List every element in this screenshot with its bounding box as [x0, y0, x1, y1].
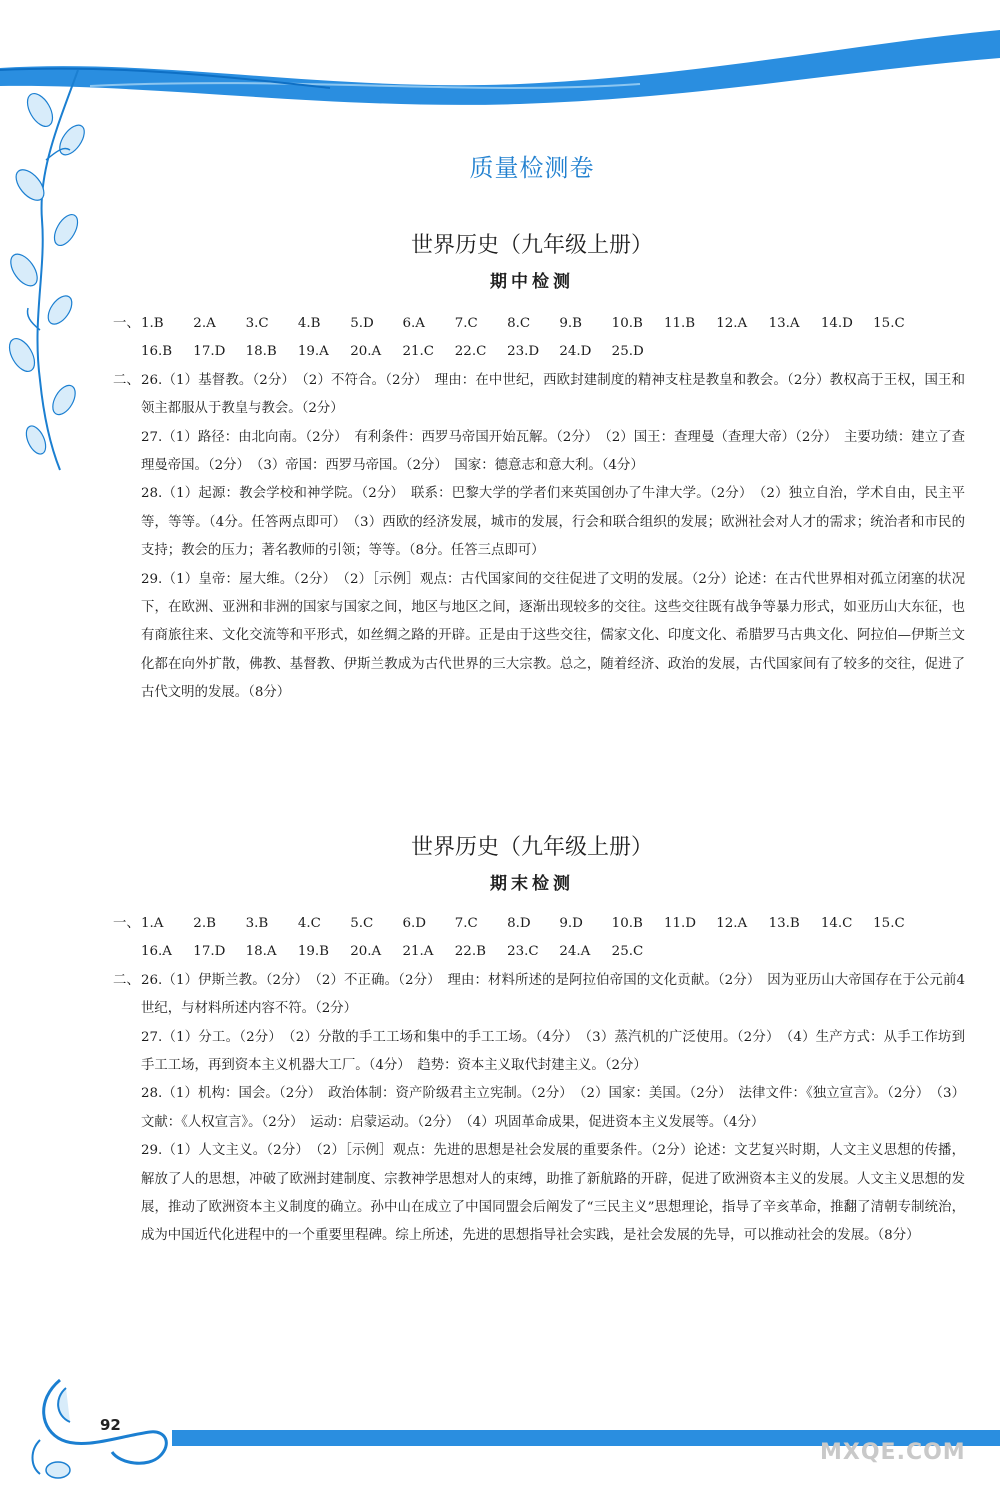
mc-answer-item: 12.A: [716, 316, 748, 331]
mc-answer-item: 10.B: [611, 916, 643, 931]
mc-answer-item: 23.D: [507, 344, 540, 360]
answer-text: 28.（1）起源：教会学校和神学院。（2分） 联系：巴黎大学的学者们来英国创办了牛津大学。（2分） （2）独立自治，学术自由，民主平等，等等。（4分。任答两点即可） （3）西欧的经济发展，城市的发展，行会和联合组织的发展；欧洲社会对人才的需求；统治者和市民的支持；教会的压力；著名教师的引领；等等。（8分。任答三点即可）: [141, 486, 965, 559]
final-answers: [113, 910, 965, 1251]
mc-answer-item: 20.A: [350, 344, 382, 360]
mc-answer-item: 6.A: [402, 316, 425, 331]
answer-text: 29.（1）皇帝：屋大维。（2分） （2）［示例］观点：古代国家间的交往促进了文明的发展。（2分）论述：在古代世界相对孤立闭塞的状况下，在欧洲、亚洲和非洲的国家与国家之间，地区与地区之间，逐渐出现较多的交往。这些交往既有战争等暴力形式，如亚历山大东征，也有商旅往来、文化交流等和平形式，如丝绸之路的开辟。正是由于这些交往，儒家文化、印度文化、希腊罗马古典文化、阿拉伯—伊斯兰文化都在向外扩散，佛教、基督教、伊斯兰教成为古代世界的三大宗教。总之，随着经济、政治的发展，古代国家间有了较多的交往，促进了古代文明的发展。（8分）: [141, 571, 965, 701]
mc-answer-item: 13.A: [768, 316, 800, 331]
mc-answers-row: [113, 910, 965, 967]
mc-answer-item: 14.C: [820, 916, 853, 931]
mc-answer-item: 21.A: [402, 944, 434, 960]
mc-answer-item: 19.B: [297, 944, 330, 960]
question-26: [113, 367, 965, 424]
mc-answer-item: 2.B: [193, 916, 216, 931]
mc-answer-item: 16.B: [141, 344, 173, 360]
mc-answer-item: 7.C: [454, 916, 478, 931]
mc-answer-item: 25.C: [611, 944, 644, 960]
mc-answer-item: 18.B: [245, 344, 277, 360]
mc-prefix: 一、: [113, 316, 140, 331]
question-26: [113, 967, 965, 1024]
mc-answer-item: 5.C: [350, 916, 374, 931]
mc-answer-item: 1.A: [141, 916, 164, 931]
answer-text: 26.（1）伊斯兰教。（2分） （2）不正确。（2分） 理由：材料所述的是阿拉伯帝国的文化贡献。（2分） 因为亚历山大帝国存在于公元前4世纪，与材料所述内容不符。（2分）: [141, 972, 965, 1017]
mc-answer-item: 20.A: [350, 944, 382, 960]
question-29: [113, 566, 965, 708]
mc-answer-item: 1.B: [141, 316, 164, 331]
mc-answer-item: 10.B: [611, 316, 643, 331]
mc-answer-item: 7.C: [454, 316, 478, 331]
question-28: [113, 1080, 965, 1137]
mc-answer-item: 8.C: [507, 316, 531, 331]
q-prefix: 二、: [113, 372, 140, 388]
mc-answer-item: 12.A: [716, 916, 748, 931]
section-subtitle-final: 期末检测: [490, 874, 574, 894]
q-prefix: 二、: [113, 972, 140, 988]
mc-answer-item: 8.D: [507, 916, 531, 931]
midterm-answers: [113, 310, 965, 708]
mc-answer-item: 24.A: [559, 944, 591, 960]
mc-prefix: 一、: [113, 916, 140, 931]
mc-answer-item: 9.D: [559, 916, 583, 931]
mc-answer-item: 11.D: [663, 916, 697, 931]
answer-text: 28.（1）机构：国会。（2分） 政治体制：资产阶级君主立宪制。（2分） （2）国家：美国。（2分） 法律文件：《独立宣言》。（2分） （3）文献：《人权宣言》。（2分） 运动：启蒙运动。（2分） （4）巩固革命成果，促进资本主义发展等。（4分）: [141, 1086, 965, 1130]
mc-answer-item: 2.A: [193, 316, 216, 331]
question-27: [113, 424, 965, 481]
section-title-midterm: 世界历史（九年级上册）: [410, 233, 653, 258]
mc-answer-list: [141, 310, 965, 367]
mc-answer-item: 15.C: [873, 316, 905, 331]
mc-answer-item: 23.C: [507, 944, 539, 960]
watermark-text: MXQE.COM: [820, 1440, 966, 1465]
question-29: [113, 1137, 965, 1251]
mc-answer-item: 3.B: [245, 916, 269, 931]
mc-answers-row: [113, 310, 965, 367]
mc-answer-list: [141, 910, 965, 967]
mc-answer-item: 22.C: [454, 344, 487, 360]
mc-answer-item: 17.D: [193, 344, 226, 360]
answer-text: 27.（1）路径：由北向南。（2分） 有利条件：西罗马帝国开始瓦解。（2分） （2）国王：查理曼（查理大帝）（2分） 主要功绩：建立了查理曼帝国。（2分） （3）帝国：西罗马帝国。（2分） 国家：德意志和意大利。（4分）: [141, 429, 965, 474]
mc-answer-item: 19.A: [297, 344, 329, 360]
mc-answer-item: 13.B: [768, 916, 800, 931]
mc-answer-item: 17.D: [193, 944, 226, 960]
answer-text: 29.（1）人文主义。（2分） （2）［示例］观点：先进的思想是社会发展的重要条件。（2分）论述：文艺复兴时期，人文主义思想的传播，解放了人的思想，冲破了欧洲封建制度、宗教神学思想对人的束缚，助推了新航路的开辟，促进了欧洲资本主义的发展。人文主义思想的发展，推动了欧洲资本主义制度的确立。孙中山在成立了中国同盟会后阐发了“三民主义”思想理论，指导了辛亥革命，推翻了清朝专制统治，成为中国近代化进程中的一个重要里程碑。综上所述，先进的思想指导社会实践，是社会发展的先导，可以推动社会的发展。（8分）: [141, 1143, 965, 1244]
mc-answer-item: 22.B: [454, 944, 486, 960]
mc-answer-item: 14.D: [820, 316, 853, 331]
mc-answer-item: 18.A: [245, 944, 277, 960]
mc-answer-item: 11.B: [663, 316, 696, 331]
mc-answer-item: 4.B: [297, 316, 321, 331]
mc-answer-item: 16.A: [141, 944, 172, 960]
mc-answer-item: 15.C: [873, 916, 905, 931]
mc-answer-item: 25.D: [611, 344, 644, 360]
answer-text: 27.（1）分工。（2分） （2）分散的手工工场和集中的手工工场。（4分） （3）蒸汽机的广泛使用。（2分） （4）生产方式：从手工作坊到手工工场，再到资本主义机器大工厂。（4分） 趋势：资本主义取代封建主义。（2分）: [141, 1029, 965, 1074]
answer-text: 26.（1）基督教。（2分） （2）不符合。（2分） 理由：在中世纪，西欧封建制度的精神支柱是教皇和教会。（2分）教权高于王权，国王和领主都服从于教皇与教会。（2分）: [141, 372, 965, 417]
mc-answer-item: 5.D: [350, 316, 374, 331]
mc-answer-item: 6.D: [402, 916, 426, 931]
page-number: 92: [100, 1416, 121, 1434]
question-27: [113, 1024, 965, 1081]
mc-answer-item: 9.B: [559, 316, 582, 331]
mc-answer-item: 21.C: [402, 344, 435, 360]
footer-band: [0, 1370, 1000, 1500]
mc-answer-item: 3.C: [245, 316, 269, 331]
mc-answer-item: 24.D: [559, 344, 592, 360]
question-28: [113, 480, 965, 565]
mc-answer-item: 4.C: [297, 916, 321, 931]
section-subtitle-midterm: 期中检测: [490, 272, 574, 292]
section-title-final: 世界历史（九年级上册）: [410, 835, 653, 860]
page-title: 质量检测卷: [469, 154, 595, 182]
